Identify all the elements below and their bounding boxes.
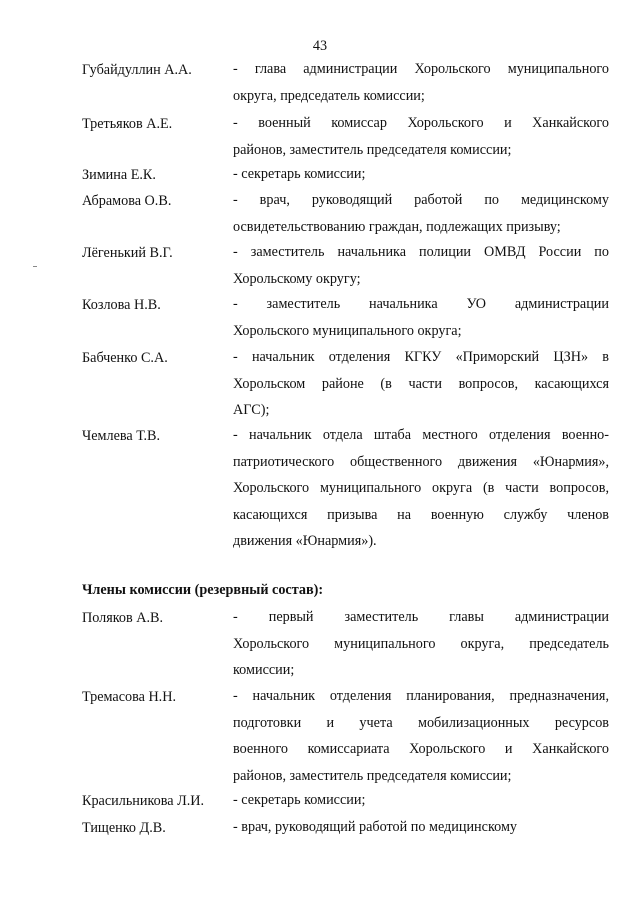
role-line: - заместитель начальника полиции ОМВД России по (233, 244, 609, 260)
main-member-name: Зимина Е.К. (82, 167, 156, 183)
role-line: Хорольского муниципального округа (в части вопросов, (233, 480, 609, 496)
main-member-role (233, 422, 609, 555)
role-line: - начальник отделения планирования, предназначения, (233, 688, 609, 704)
main-member-role (233, 291, 609, 344)
main-member-name: Чемлева Т.В. (82, 428, 161, 444)
main-member-role (233, 56, 609, 109)
role-line: - секретарь комиссии; (233, 166, 366, 182)
role-line: патриотического общественного движения «Юнармия», (233, 453, 609, 470)
main-member-role (233, 344, 609, 424)
role-line: подготовки и учета мобилизационных ресурсов (233, 714, 609, 731)
main-member-name: Козлова Н.В. (82, 297, 161, 313)
reserve-member-role (233, 683, 609, 789)
role-line: - врач, руководящий работой по медицинскому (233, 819, 518, 835)
main-member-role (233, 239, 609, 292)
main-member-name: Лёгенький В.Г. (82, 245, 173, 261)
page-number: 43 (312, 38, 328, 54)
role-line: - секретарь комиссии; (233, 792, 366, 808)
main-member-role (233, 161, 609, 188)
main-member-name: Бабченко С.А. (82, 350, 168, 366)
role-line: движения «Юнармия»). (233, 533, 377, 549)
reserve-member-role (233, 604, 609, 684)
role-line: комиссии; (233, 662, 295, 678)
reserve-member-role (233, 787, 609, 814)
main-member-role (233, 110, 609, 163)
reserve-member-name: Тищенко Д.В. (82, 820, 166, 836)
role-line: - военный комиссар Хорольского и Ханкайского (233, 115, 609, 131)
role-line: Хорольском районе (в части вопросов, касающихся (233, 375, 609, 392)
role-line: Хорольскому округу; (233, 270, 361, 287)
main-member-name: Губайдуллин А.А. (82, 62, 192, 78)
role-line: округа, председатель комиссии; (233, 87, 425, 104)
role-line: освидетельствованию граждан, подлежащих призыву; (233, 218, 561, 235)
role-line: касающихся призыва на военную службу членов (233, 506, 609, 523)
role-line: районов, заместитель председателя комиссии; (233, 141, 512, 158)
reserve-member-name: Поляков А.В. (82, 610, 164, 626)
main-member-name: Абрамова О.В. (82, 193, 172, 209)
role-line: - заместитель начальника УО администрации (233, 296, 609, 312)
main-member-name: Третьяков А.Е. (82, 116, 173, 132)
role-line: - глава администрации Хорольского муниципального (233, 61, 609, 77)
scan-mark (33, 266, 37, 267)
reserve-member-role (233, 814, 609, 841)
role-line: - первый заместитель главы администрации (233, 609, 609, 625)
role-line: военного комиссариата Хорольского и Ханкайского (233, 741, 609, 757)
role-line: АГС); (233, 402, 270, 418)
role-line: - врач, руководящий работой по медицинскому (233, 192, 609, 208)
role-line: районов, заместитель председателя комиссии; (233, 767, 512, 784)
reserve-member-name: Тремасова Н.Н. (82, 689, 177, 705)
role-line: - начальник отдела штаба местного отделения военно- (233, 427, 609, 443)
reserve-member-name: Красильникова Л.И. (82, 793, 205, 809)
main-member-role (233, 187, 609, 240)
role-line: Хорольского муниципального округа; (233, 322, 462, 339)
reserve-heading: Члены комиссии (резервный состав): (82, 582, 324, 598)
role-line: Хорольского муниципального округа, председатель (233, 635, 609, 652)
role-line: - начальник отделения КГКУ «Приморский ЦЗН» в (233, 349, 609, 365)
